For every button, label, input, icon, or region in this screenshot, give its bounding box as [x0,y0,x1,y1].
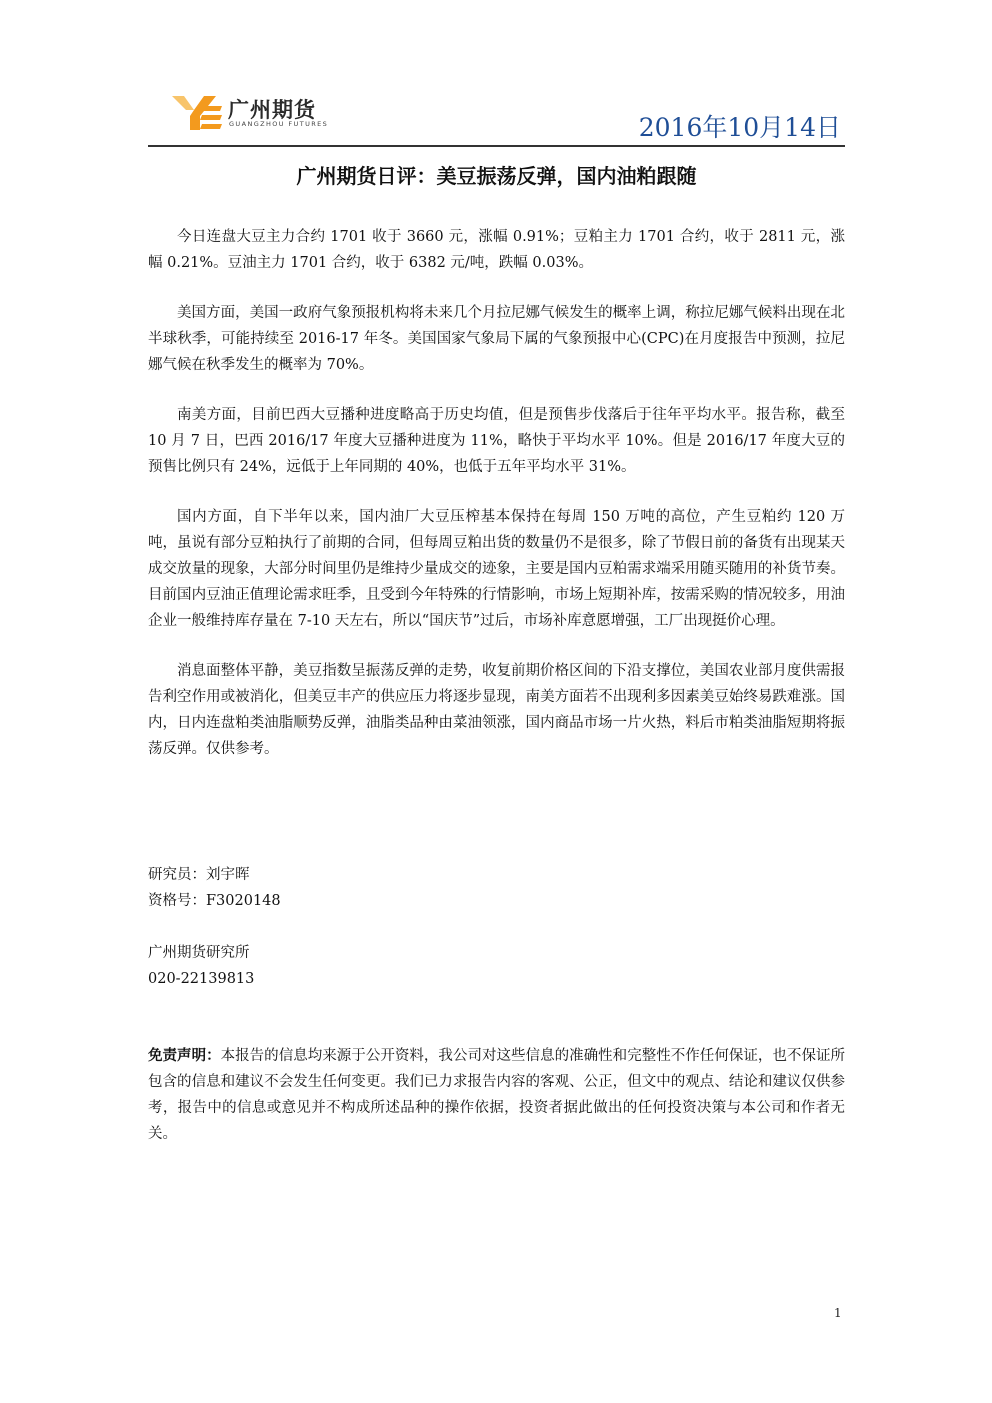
paragraph-south-america: 南美方面，目前巴西大豆播种进度略高于历史均值，但是预售步伐落后于往年平均水平。报告称，截至 10 月 7 日，巴西 2016/17 年度大豆播种进度为 11%，略快于平均水平 10%。但是 2016/17 年度大豆的预售比例只有 24%，远低于上年同期的 40%，也低于五年平均水平 31%。 [148,407,845,475]
company-name-cn: 广州期货 [228,98,316,122]
company-name-en: GUANGZHOU FUTURES [229,120,329,128]
institute-info [148,940,845,992]
report-date: 2016年10月14日 [638,113,841,142]
qualification-number: 资格号：F3020148 [148,893,281,909]
institute-name: 广州期货研究所 [148,945,250,961]
paragraph-domestic: 国内方面，自下半年以来，国内油厂大豆压榨基本保持在每周 150 万吨的高位，产生豆粕约 120 万吨，虽说有部分豆粕执行了前期的合同，但每周豆粕出货的数量仍不是很多，除了节假日前的备货有出现某天成交放量的现象，大部分时间里仍是维持少量成交的迹象，主要是国内豆粕需求端采用随买随用的补货节奏。目前国内豆油正值理论需求旺季，且受到今年特殊的行情影响，市场上短期补库，按需采购的情况较多，用油企业一般维持库存量在 7-10 天左右，所以“国庆节”过后，市场补库意愿增强，工厂出现挺价心理。 [148,509,845,629]
paragraph-us: 美国方面，美国一政府气象预报机构将未来几个月拉尼娜气候发生的概率上调，称拉尼娜气候料出现在北半球秋季，可能持续至 2016-17 年冬。美国国家气象局下属的气象预报中心(CPC)在月度报告中预测，拉尼娜气候在秋季发生的概率为 70%。 [148,305,845,373]
paragraph-market-close: 今日连盘大豆主力合约 1701 收于 3660 元，涨幅 0.91%；豆粕主力 1701 合约，收于 2811 元，涨幅 0.21%。豆油主力 1701 合约，收于 6382 元/吨，跌幅 0.03%。 [148,229,845,271]
page-header [148,86,845,146]
disclaimer-text: 本报告的信息均来源于公开资料，我公司对这些信息的准确性和完整性不作任何保证，也不保证所包含的信息和建议不会发生任何变更。我们已力求报告内容的客观、公正，但文中的观点、结论和建议仅供参考，报告中的信息或意见并不构成所述品种的操作依据，投资者据此做出的任何投资决策与本公司和作者无关。 [148,1048,845,1142]
disclaimer-label: 免责声明： [148,1047,221,1064]
disclaimer [148,1043,845,1147]
company-logo-icon [172,92,224,132]
researcher-name: 研究员：刘宇晖 [148,867,250,883]
report-title: 广州期货日评：美豆振荡反弹，国内油粕跟随 [296,164,697,188]
institute-phone: 020-22139813 [148,971,255,987]
page-number: 1 [834,1306,842,1320]
report-body [148,224,845,786]
company-logo [172,92,372,132]
paragraph-outlook: 消息面整体平静，美豆指数呈振荡反弹的走势，收复前期价格区间的下沿支撑位，美国农业部月度供需报告利空作用或被消化，但美豆丰产的供应压力将逐步显现，南美方面若不出现利多因素美豆始终易跌难涨。国内，日内连盘粕类油脂顺势反弹，油脂类品种由菜油领涨，国内商品市场一片火热，料后市粕类油脂短期将振荡反弹。仅供参考。 [148,663,845,757]
researcher-info [148,862,845,914]
header-divider [148,145,845,147]
